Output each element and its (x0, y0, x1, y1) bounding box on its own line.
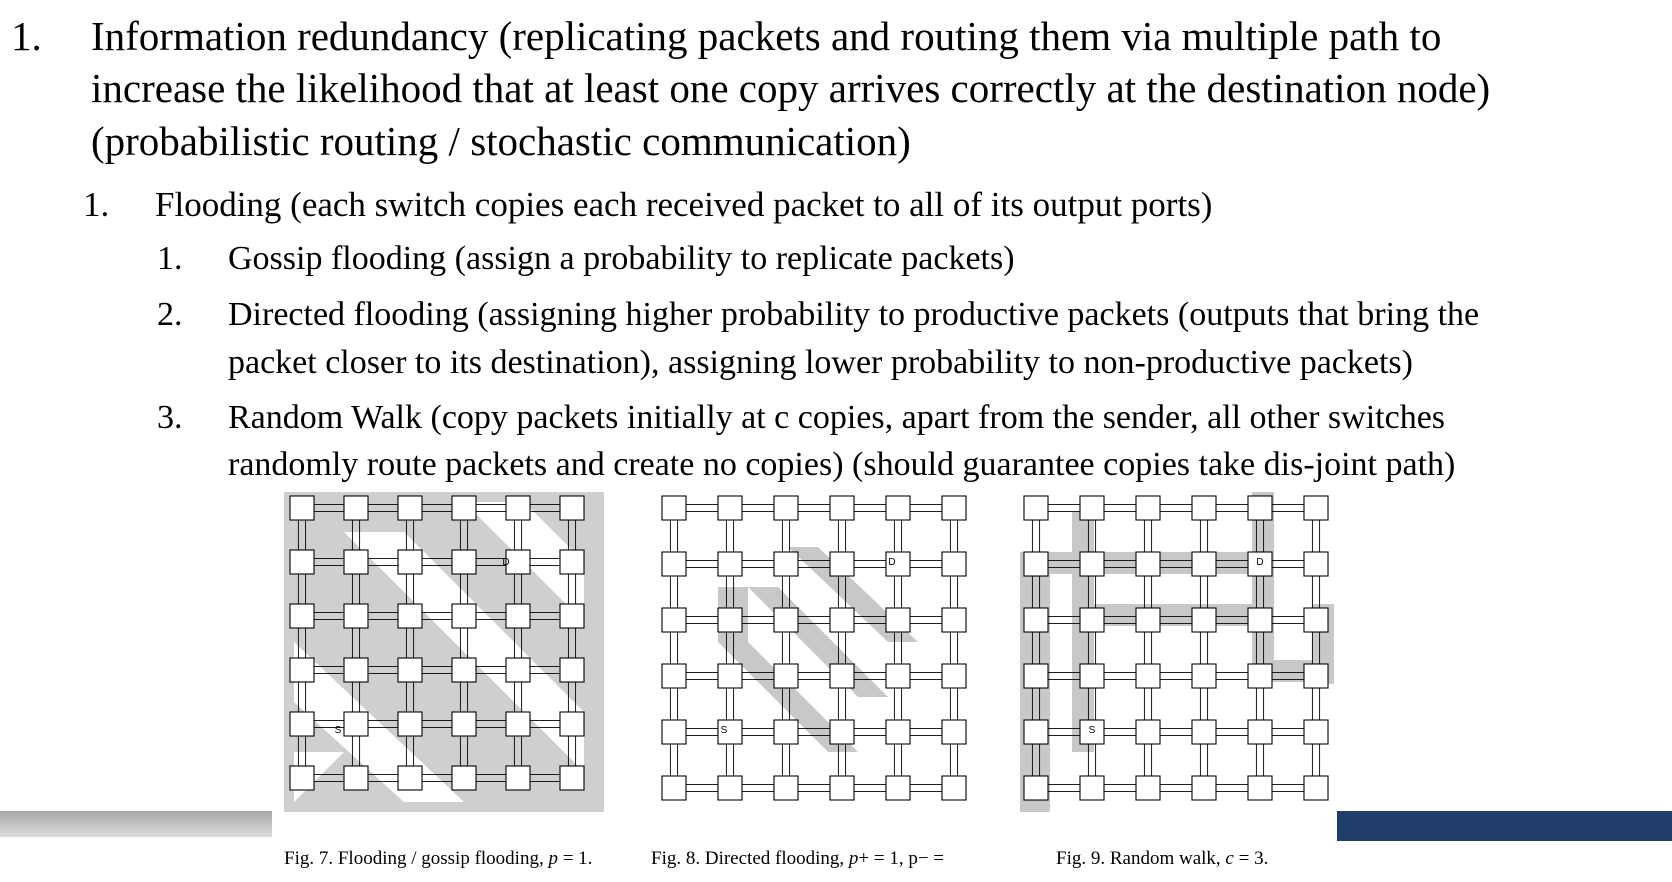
switch-node (1136, 776, 1160, 800)
switch-node (830, 664, 854, 688)
switch-node (662, 720, 686, 744)
switch-node (1192, 664, 1216, 688)
switch-node (1080, 776, 1104, 800)
fig7-caption-suffix: = 1. (557, 848, 593, 869)
switch-node (718, 664, 742, 688)
figure-9-random-walk-diagram (1020, 492, 1340, 812)
switch-node (560, 604, 584, 628)
switch-node (452, 496, 476, 520)
switch-node (774, 664, 798, 688)
switch-node (1192, 776, 1216, 800)
switch-node (774, 776, 798, 800)
switch-node (1304, 496, 1328, 520)
switch-node (1136, 720, 1160, 744)
switch-node (398, 550, 422, 574)
switch-node (1248, 496, 1272, 520)
switch-node (506, 496, 530, 520)
switch-node (774, 496, 798, 520)
switch-node (942, 720, 966, 744)
switch-node (830, 608, 854, 632)
switch-node (1080, 664, 1104, 688)
item-1-1-2-line-2: packet closer to its destination), assigning lower probability to non-productive packets) (228, 344, 1413, 381)
switch-node (942, 496, 966, 520)
fig7-caption-prefix: Fig. 7. Flooding / gossip flooding, (284, 848, 549, 869)
switch-node (1304, 664, 1328, 688)
switch-node (344, 496, 368, 520)
switch-node (830, 496, 854, 520)
fig9-source-label: S (1088, 725, 1096, 736)
switch-node (1024, 776, 1048, 800)
switch-node (718, 552, 742, 576)
switch-node (1192, 552, 1216, 576)
switch-node (452, 712, 476, 736)
switch-node (886, 496, 910, 520)
fig7-caption-var: p (548, 848, 558, 869)
switch-node (1304, 608, 1328, 632)
item-1-1-2-number: 2. (157, 296, 183, 333)
switch-node (1136, 552, 1160, 576)
figure-7-flooding-diagram (284, 492, 604, 812)
switch-node (290, 496, 314, 520)
switch-node (506, 604, 530, 628)
switch-node (886, 776, 910, 800)
switch-node (662, 776, 686, 800)
switch-node (830, 776, 854, 800)
item-1-1-3-line-1: Random Walk (copy packets initially at c copies, apart from the sender, all other switches (228, 399, 1446, 436)
switch-node (344, 766, 368, 790)
switch-node (1192, 608, 1216, 632)
item-1-1-3-number: 3. (157, 399, 183, 436)
switch-node (1248, 608, 1272, 632)
item-1-1-number: 1. (83, 185, 110, 224)
switch-node (452, 766, 476, 790)
item-1-1-3-line-2: randomly route packets and create no copies) (should guarantee copies take dis-joint path) (228, 446, 1456, 483)
switch-node (506, 766, 530, 790)
switch-node (1080, 496, 1104, 520)
switch-node (560, 658, 584, 682)
switch-node (1136, 608, 1160, 632)
item-1-1-text: Flooding (each switch copies each received packet to all of its output ports) (155, 185, 1213, 224)
switch-node (1136, 496, 1160, 520)
switch-node (1024, 552, 1048, 576)
item-1-1-1-text: Gossip flooding (assign a probability to replicate packets) (228, 240, 1015, 277)
fig7-dest-label: D (502, 557, 510, 568)
item-1-1-1-number: 1. (157, 240, 183, 277)
fig8-caption-suffix: + = 1, p− = (858, 848, 945, 869)
switch-node (774, 608, 798, 632)
item-1-line-3: (probabilistic routing / stochastic communication) (91, 118, 911, 164)
switch-node (886, 720, 910, 744)
switch-node (662, 552, 686, 576)
item-1-line-2: increase the likelihood that at least one copy arrives correctly at the destination node) (91, 65, 1491, 111)
figure-9-caption (1056, 848, 1268, 870)
switch-node (560, 712, 584, 736)
switch-node (1192, 496, 1216, 520)
switch-node (942, 608, 966, 632)
switch-node (1024, 664, 1048, 688)
right-blue-band (1337, 811, 1672, 841)
switch-node (1304, 776, 1328, 800)
switch-node (942, 776, 966, 800)
switch-node (560, 550, 584, 574)
switch-node (1248, 664, 1272, 688)
item-1-1-2-line-1: Directed flooding (assigning higher probability to productive packets (outputs that bring the (228, 296, 1480, 333)
fig9-dest-label: D (1256, 557, 1264, 568)
switch-node (1248, 776, 1272, 800)
switch-node (290, 712, 314, 736)
fig7-source-label: S (334, 725, 342, 736)
switch-node (830, 720, 854, 744)
fig9-caption-var: c (1225, 848, 1234, 869)
switch-node (662, 664, 686, 688)
switch-node (452, 550, 476, 574)
figure-8-caption (651, 848, 944, 870)
switch-node (344, 550, 368, 574)
switch-node (560, 766, 584, 790)
switch-node (398, 604, 422, 628)
figure-8-directed-flooding-diagram (658, 492, 978, 812)
switch-node (398, 712, 422, 736)
left-gray-band (0, 811, 272, 837)
switch-node (290, 766, 314, 790)
fig8-source-label: S (720, 725, 728, 736)
switch-node (774, 720, 798, 744)
switch-node (774, 552, 798, 576)
switch-node (290, 604, 314, 628)
switch-node (398, 766, 422, 790)
switch-node (452, 604, 476, 628)
fig9-caption-prefix: Fig. 9. Random walk, (1056, 848, 1226, 869)
switch-node (398, 496, 422, 520)
switch-node (290, 658, 314, 682)
switch-node (290, 550, 314, 574)
switch-node (942, 664, 966, 688)
switch-node (718, 776, 742, 800)
switch-node (718, 496, 742, 520)
switch-node (886, 608, 910, 632)
switch-node (1024, 608, 1048, 632)
switch-node (662, 608, 686, 632)
switch-node (1024, 720, 1048, 744)
switch-node (1024, 496, 1048, 520)
switch-node (506, 712, 530, 736)
fig8-caption-prefix: Fig. 8. Directed flooding, (651, 848, 849, 869)
switch-node (1192, 720, 1216, 744)
fig8-caption-var: p (848, 848, 859, 869)
switch-node (1248, 720, 1272, 744)
item-1-line-1: Information redundancy (replicating packets and routing them via multiple path to (91, 13, 1442, 59)
fig8-dest-label: D (888, 557, 896, 568)
fig9-walk-paths (1020, 492, 1334, 812)
switch-node (1136, 664, 1160, 688)
switch-node (344, 712, 368, 736)
switch-node (398, 658, 422, 682)
switch-node (1304, 720, 1328, 744)
switch-node (1080, 608, 1104, 632)
switch-node (1304, 552, 1328, 576)
switch-node (662, 496, 686, 520)
switch-node (830, 552, 854, 576)
switch-node (506, 658, 530, 682)
switch-node (942, 552, 966, 576)
switch-node (560, 496, 584, 520)
switch-node (886, 664, 910, 688)
switch-node (718, 608, 742, 632)
switch-node (1080, 552, 1104, 576)
fig9-caption-suffix: = 3. (1233, 848, 1269, 869)
figure-7-caption (284, 848, 592, 870)
switch-node (344, 658, 368, 682)
switch-node (452, 658, 476, 682)
switch-node (344, 604, 368, 628)
item-1-number: 1. (11, 13, 42, 59)
